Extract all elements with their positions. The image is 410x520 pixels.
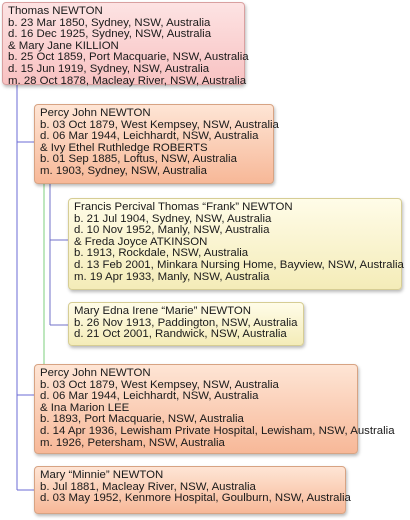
death-info: d. 03 May 1952, Kenmore Hospital, Goulburn, NSW, Australia xyxy=(40,492,351,505)
birth-info: b. 23 Mar 1850, Sydney, NSW, Australia xyxy=(8,16,211,29)
person-name: Thomas NEWTON xyxy=(8,5,103,17)
spouse-birth-info: b. 25 Oct 1859, Port Macquarie, NSW, Australia xyxy=(8,51,249,64)
birth-info: b. 03 Oct 1879, West Kempsey, NSW, Australia xyxy=(40,118,279,131)
spouse-birth-info: b. 01 Sep 1885, Loftus, NSW, Australia xyxy=(40,153,237,166)
marriage-info: m. 19 Apr 1933, Manly, NSW, Australia xyxy=(74,270,270,283)
death-info: d. 06 Mar 1944, Leichhardt, NSW, Australia xyxy=(40,130,259,143)
person-box-mary-minnie-newton[interactable] xyxy=(34,466,351,514)
spouse-death-info: d. 14 Apr 1936, Lewisham Private Hospital, Lewisham, NSW, Australia xyxy=(40,424,395,437)
person-box-thomas-newton[interactable] xyxy=(2,2,249,87)
spouse-birth-info: b. 1913, Rockdale, NSW, Australia xyxy=(74,247,249,260)
spouse-name: & Ivy Ethel Ruthledge ROBERTS xyxy=(40,141,208,154)
person-name: Mary Edna Irene “Marie” NEWTON xyxy=(74,305,252,317)
birth-info: b. Jul 1881, Macleay River, NSW, Australia xyxy=(40,480,256,493)
spouse-name: & Ina Marion LEE xyxy=(40,401,130,414)
person-name: Percy John NEWTON xyxy=(40,107,151,119)
person-name: Mary “Minnie” NEWTON xyxy=(40,469,164,481)
death-info: d. 21 Oct 2001, Randwick, NSW, Australia xyxy=(74,328,287,341)
birth-info: b. 21 Jul 1904, Sydney, NSW, Australia xyxy=(74,212,272,225)
death-info: d. 10 Nov 1952, Manly, NSW, Australia xyxy=(74,224,270,237)
marriage-info: m. 28 Oct 1878, Macleay River, NSW, Australia xyxy=(8,74,247,87)
marriage-info: m. 1926, Petersham, NSW, Australia xyxy=(40,436,225,449)
death-info: d. 16 Dec 1925, Sydney, NSW, Australia xyxy=(8,28,212,41)
person-name: Francis Percival Thomas “Frank” NEWTON xyxy=(74,201,293,213)
marriage-info: m. 1903, Sydney, NSW, Australia xyxy=(40,164,207,177)
birth-info: b. 03 Oct 1879, West Kempsey, NSW, Australia xyxy=(40,378,279,391)
person-box-francis-newton[interactable] xyxy=(68,198,402,290)
person-box-percy-newton-ivy-roberts[interactable] xyxy=(34,104,279,184)
birth-info: b. 26 Nov 1913, Paddington, NSW, Australia xyxy=(74,316,298,329)
spouse-name: & Freda Joyce ATKINSON xyxy=(74,235,208,248)
spouse-name: & Mary Jane KILLION xyxy=(8,39,119,52)
person-box-percy-newton-ina-lee[interactable] xyxy=(34,364,395,454)
spouse-death-info: d. 15 Jun 1919, Sydney, NSW, Australia xyxy=(8,62,210,75)
person-name: Percy John NEWTON xyxy=(40,367,151,379)
spouse-death-info: d. 13 Feb 2001, Minkara Nursing Home, Bayview, NSW, Australia xyxy=(74,258,404,271)
spouse-birth-info: b. 1893, Port Macquarie, NSW, Australia xyxy=(40,413,244,426)
death-info: d. 06 Mar 1944, Leichhardt, NSW, Australia xyxy=(40,390,259,403)
person-box-mary-edna-newton[interactable] xyxy=(68,302,304,346)
